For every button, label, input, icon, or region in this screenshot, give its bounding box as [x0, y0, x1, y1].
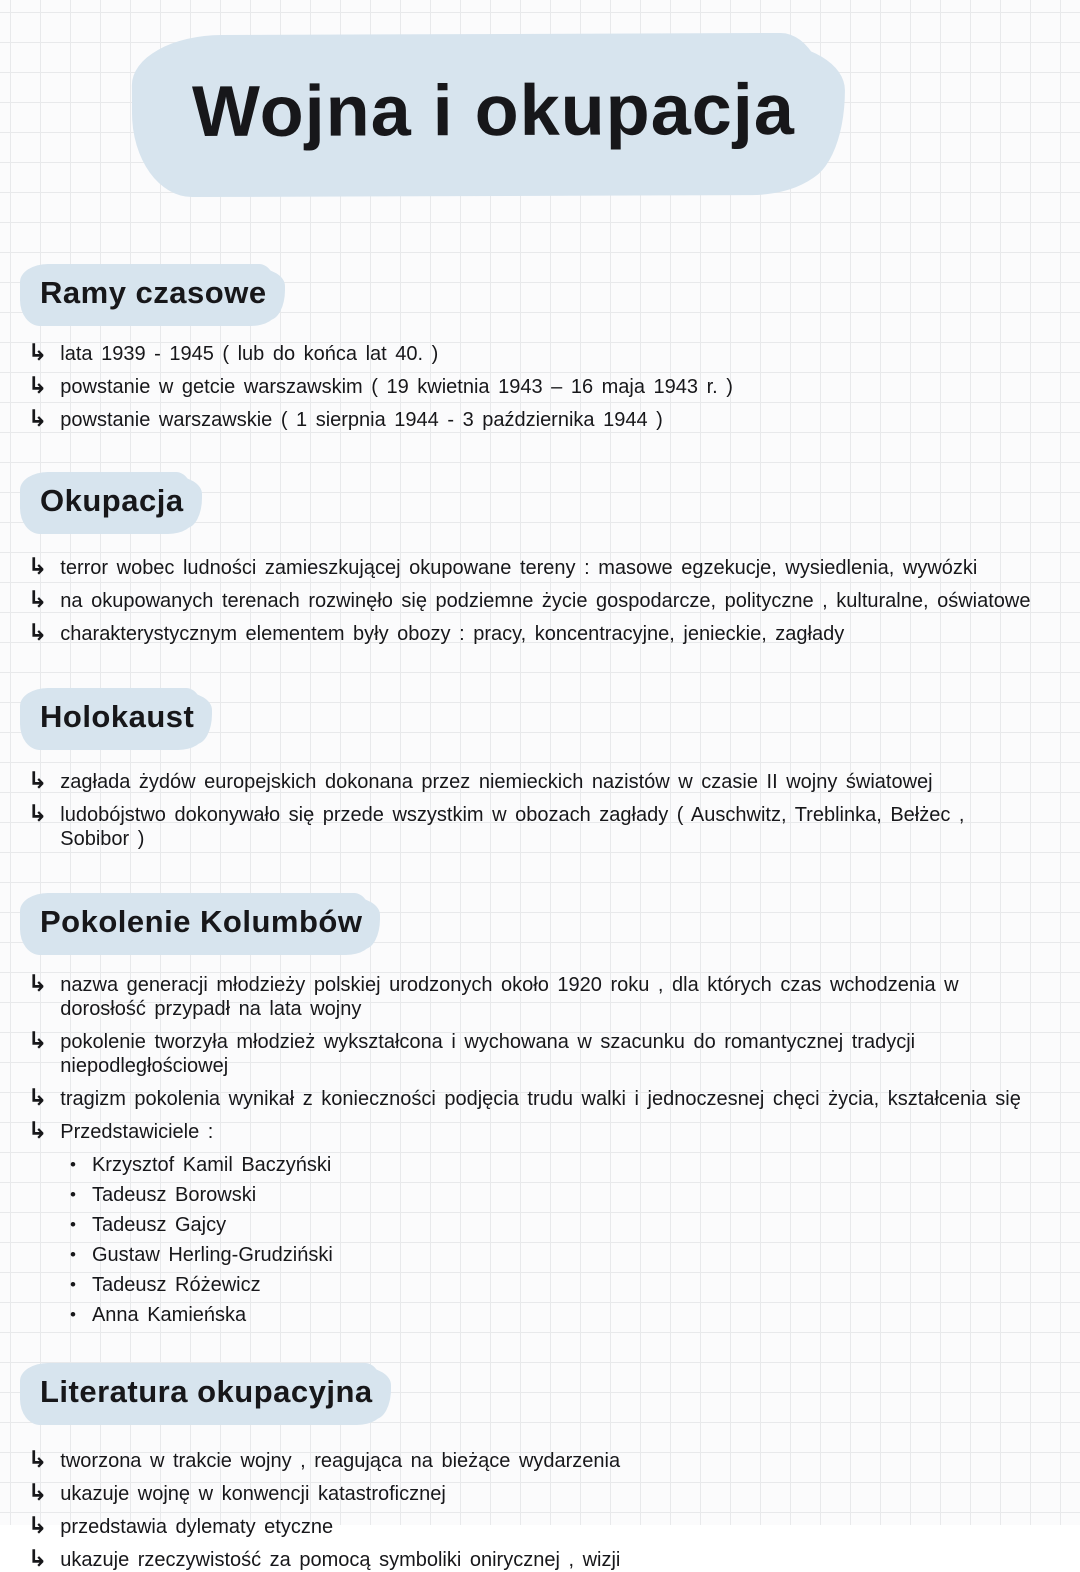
- section-pokolenie-kolumbow: [28, 897, 1080, 1327]
- list-item: [70, 1243, 1080, 1267]
- dot-bullet-icon: •: [70, 1305, 76, 1324]
- arrow-bullet-icon: ↳: [28, 405, 48, 431]
- note-text: przedstawia dylematy etyczne: [60, 1516, 334, 1538]
- list-item: [28, 1084, 1038, 1111]
- section-heading: [40, 897, 1080, 949]
- list-item: [28, 405, 1038, 432]
- heading-highlight: Literatura okupacyjna: [26, 1367, 391, 1419]
- arrow-bullet-icon: ↳: [28, 767, 48, 793]
- dot-bullet-icon: •: [70, 1155, 76, 1174]
- list-item: [28, 800, 1038, 851]
- arrow-bullet-icon: ↳: [28, 586, 48, 612]
- arrow-bullet-icon: ↳: [28, 1117, 48, 1143]
- arrow-bullet-icon: ↳: [28, 1084, 48, 1110]
- note-text: Przedstawiciele :: [60, 1121, 214, 1143]
- dot-bullet-icon: •: [70, 1215, 76, 1234]
- bullet-list: [28, 553, 1080, 646]
- arrow-bullet-icon: ↳: [28, 970, 48, 996]
- dot-bullet-icon: •: [70, 1185, 76, 1204]
- note-text: tragizm pokolenia wynikał z konieczności podjęcia trudu walki i jednoczesnej chęci życia, kształcenia się: [60, 1088, 1021, 1110]
- person-name: Tadeusz Borowski: [91, 1184, 257, 1206]
- dot-bullet-icon: •: [70, 1245, 76, 1264]
- person-name: Gustaw Herling-Grudziński: [91, 1244, 333, 1266]
- person-name: Tadeusz Gajcy: [91, 1214, 227, 1236]
- list-item: [28, 1117, 1038, 1144]
- list-item: [28, 1027, 1038, 1078]
- section-ramy-czasowe: [28, 268, 1080, 432]
- note-text: powstanie warszawskie ( 1 sierpnia 1944 - 3 października 1944 ): [60, 409, 663, 431]
- arrow-bullet-icon: ↳: [28, 619, 48, 645]
- arrow-bullet-icon: ↳: [28, 1479, 48, 1505]
- list-item: [70, 1273, 1080, 1297]
- list-item: [70, 1153, 1080, 1177]
- arrow-bullet-icon: ↳: [28, 553, 48, 579]
- list-item: [28, 1545, 1038, 1572]
- bullet-list: [28, 970, 1080, 1144]
- list-item: [28, 1512, 1038, 1539]
- note-text: nazwa generacji młodzieży polskiej urodzonych około 1920 roku , dla których czas wchodzenia w dorosłość przypadł na lata wojny: [60, 974, 959, 1020]
- list-item: [28, 970, 1038, 1021]
- section-holokaust: [28, 692, 1080, 851]
- person-name: Krzysztof Kamil Baczyński: [91, 1154, 332, 1176]
- arrow-bullet-icon: ↳: [28, 800, 48, 826]
- people-list: [70, 1153, 1080, 1327]
- arrow-bullet-icon: ↳: [28, 372, 48, 398]
- list-item: [70, 1303, 1080, 1327]
- heading-highlight: Pokolenie Kolumbów: [26, 897, 380, 949]
- arrow-bullet-icon: ↳: [28, 1027, 48, 1053]
- note-text: powstanie w getcie warszawskim ( 19 kwietnia 1943 – 16 maja 1943 r. ): [60, 376, 733, 398]
- section-heading: [40, 268, 1080, 320]
- list-item: [28, 767, 1038, 794]
- heading-highlight: Ramy czasowe: [26, 268, 285, 320]
- section-heading: [40, 1367, 1080, 1419]
- note-text: pokolenie tworzyła młodzież wykształcona i wychowana w szacunku do romantycznej tradycji niepodległościowej: [60, 1031, 916, 1077]
- list-item: [70, 1213, 1080, 1237]
- arrow-bullet-icon: ↳: [28, 1446, 48, 1472]
- list-item: [28, 1446, 1038, 1473]
- person-name: Anna Kamieńska: [91, 1304, 247, 1326]
- bullet-list: [28, 1446, 1080, 1572]
- note-text: ludobójstwo dokonywało się przede wszystkim w obozach zagłady ( Auschwitz, Treblinka, Bełżec , Sobibor ): [60, 804, 965, 850]
- title-highlight: [142, 43, 845, 183]
- arrow-bullet-icon: ↳: [28, 1545, 48, 1571]
- heading-highlight: Okupacja: [26, 476, 202, 528]
- person-name: Tadeusz Różewicz: [91, 1274, 261, 1296]
- list-item: [28, 553, 1038, 580]
- note-text: charakterystycznym elementem były obozy : pracy, koncentracyjne, jenieckie, zagłady: [60, 623, 845, 645]
- list-item: [28, 372, 1038, 399]
- note-text: tworzona w trakcie wojny , reagująca na bieżące wydarzenia: [60, 1450, 621, 1472]
- list-item: [28, 586, 1038, 613]
- page-title: Wojna i okupacja: [191, 69, 795, 153]
- section-okupacja: [28, 476, 1080, 646]
- title-row: [0, 0, 1080, 182]
- list-item: [70, 1183, 1080, 1207]
- bullet-list: [28, 339, 1080, 432]
- bullet-list: [28, 767, 1080, 851]
- note-text: ukazuje rzeczywistość za pomocą symboliki onirycznej , wizji: [60, 1549, 621, 1571]
- note-text: terror wobec ludności zamieszkującej okupowane tereny : masowe egzekucje, wysiedlenia, wywózki: [60, 557, 978, 579]
- list-item: [28, 619, 1038, 646]
- list-item: [28, 1479, 1038, 1506]
- note-text: lata 1939 - 1945 ( lub do końca lat 40. ): [60, 343, 439, 365]
- section-heading: [40, 476, 1080, 528]
- arrow-bullet-icon: ↳: [28, 1512, 48, 1538]
- note-text: na okupowanych terenach rozwinęło się podziemne życie gospodarcze, polityczne , kulturalne, oświatowe: [60, 590, 1031, 612]
- section-literatura-okupacyjna: [28, 1367, 1080, 1572]
- list-item: [28, 339, 1038, 366]
- heading-highlight: Holokaust: [26, 692, 212, 744]
- section-heading: [40, 692, 1080, 744]
- note-text: zagłada żydów europejskich dokonana przez niemieckich nazistów w czasie II wojny światowej: [60, 771, 933, 793]
- arrow-bullet-icon: ↳: [28, 339, 48, 365]
- dot-bullet-icon: •: [70, 1275, 76, 1294]
- note-text: ukazuje wojnę w konwencji katastroficznej: [60, 1483, 446, 1505]
